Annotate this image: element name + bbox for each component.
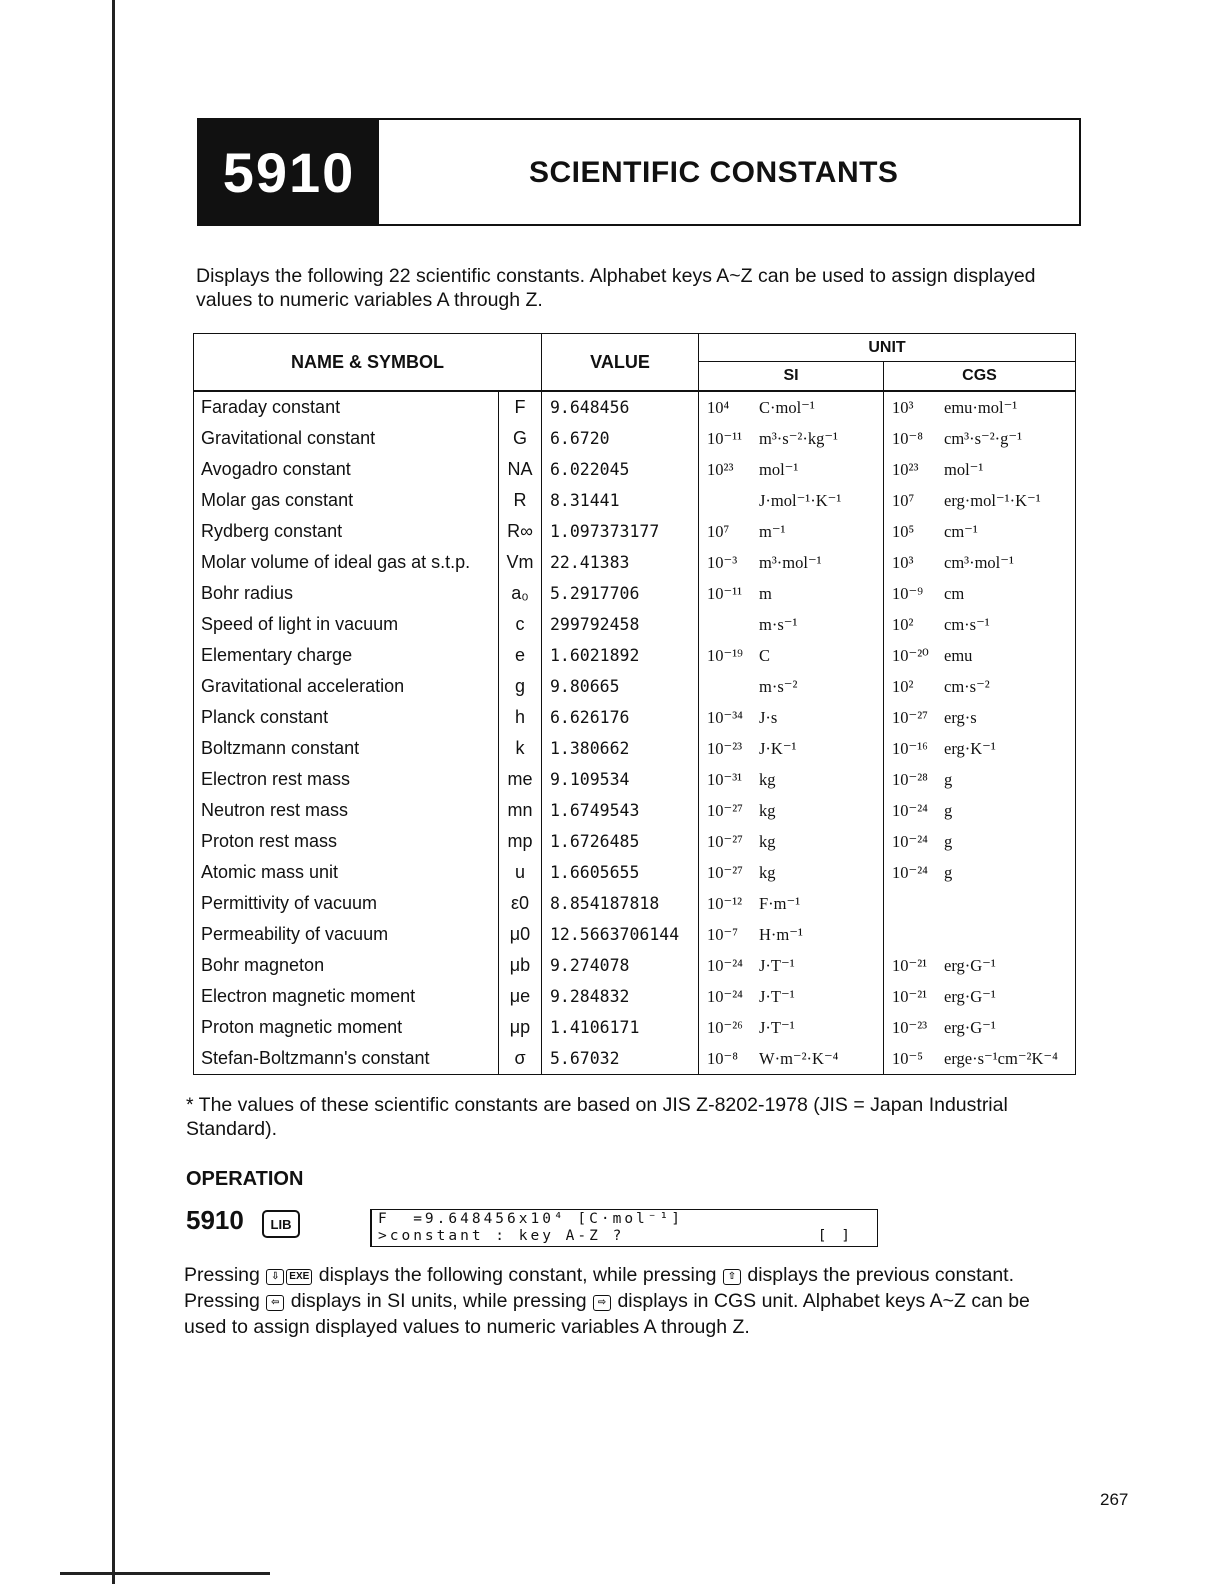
constant-value: 22.41383 [542,547,699,578]
description-text: displays in CGS unit. Alphabet keys A~Z can be used to assign displayed values to numeric variables A through Z. [184,1290,1030,1338]
constant-symbol: a₀ [499,578,542,609]
si-exponent: 10⁻¹² [707,893,743,913]
constant-symbol: μp [499,1012,542,1043]
constant-name: Proton magnetic moment [201,1017,403,1037]
si-unit: m⁻¹ [759,521,786,541]
table-row [194,702,1076,733]
constant-symbol: R∞ [499,516,542,547]
cgs-unit: cm³·s⁻²·g⁻¹ [944,428,1023,448]
constant-value: 6.022045 [542,454,699,485]
page-number: 267 [1100,1490,1129,1509]
table-row [194,981,1076,1012]
constant-symbol: NA [499,454,542,485]
constant-name: Molar volume of ideal gas at s.t.p. [201,552,471,572]
table-row [194,391,1076,423]
table-row [194,640,1076,671]
constant-value: 9.109534 [542,764,699,795]
constant-value: 1.6749543 [542,795,699,826]
cgs-unit: mol⁻¹ [944,459,984,479]
si-exponent: 10⁻³¹ [707,769,743,789]
constant-value: 9.648456 [542,391,699,423]
cgs-unit-cell [884,950,1076,981]
lib-key: LIB [262,1210,300,1238]
constant-value: 299792458 [542,609,699,640]
si-unit-cell [699,981,884,1012]
si-exponent: 10⁻²⁶ [707,1017,743,1037]
cgs-unit: erg·G⁻¹ [944,1017,996,1037]
constant-symbol: μ0 [499,919,542,950]
cgs-unit-cell [884,671,1076,702]
description-text: displays the following constant, while pressing [313,1264,722,1286]
si-exponent: 10⁷ [707,521,730,541]
constant-symbol: μb [499,950,542,981]
constant-value: 1.4106171 [542,1012,699,1043]
table-row [194,733,1076,764]
cgs-exponent: 10² [892,614,914,634]
cgs-unit-cell [884,888,1076,919]
constant-name: Electron rest mass [201,769,351,789]
cgs-unit-cell [884,702,1076,733]
cgs-unit: g [944,769,953,789]
constant-value: 6.626176 [542,702,699,733]
si-unit: J·T⁻¹ [759,955,795,975]
key-glyph-icon: ⇧ [723,1269,741,1285]
constant-symbol: σ [499,1043,542,1075]
si-unit-cell [699,733,884,764]
si-unit-cell [699,516,884,547]
constant-value: 6.6720 [542,423,699,454]
constant-value: 12.5663706144 [542,919,699,950]
cgs-exponent: 10⁻²¹ [892,955,928,975]
si-unit-cell [699,1012,884,1043]
si-unit-cell [699,919,884,950]
lcd-line-1: F =9.648456x10⁴ [C·mol⁻¹] [378,1211,683,1227]
col-header-value: VALUE [542,334,699,392]
cgs-exponent: 10⁷ [892,490,915,510]
cgs-unit: erg·K⁻¹ [944,738,996,758]
si-exponent: 10⁻²³ [707,738,743,758]
constant-value: 1.097373177 [542,516,699,547]
cgs-unit: g [944,800,953,820]
constant-symbol: G [499,423,542,454]
constant-name: Atomic mass unit [201,862,339,882]
si-unit-cell [699,1043,884,1075]
cgs-unit-cell [884,1012,1076,1043]
constant-name: Boltzmann constant [201,738,360,758]
si-unit-cell [699,702,884,733]
cgs-exponent: 10⁻⁵ [892,1048,923,1068]
si-unit-cell [699,609,884,640]
si-exponent: 10⁻⁷ [707,924,738,944]
cgs-exponent: 10⁻²⁴ [892,862,928,882]
si-unit: J·mol⁻¹·K⁻¹ [759,490,842,510]
table-row [194,888,1076,919]
si-unit-cell [699,454,884,485]
cgs-unit: g [944,831,953,851]
si-exponent: 10⁻²⁴ [707,955,743,975]
cgs-unit-cell [884,547,1076,578]
si-exponent: 10⁻²⁷ [707,800,743,820]
cgs-unit: emu [944,645,973,665]
cgs-unit: cm [944,583,965,603]
si-unit: m·s⁻² [759,676,798,696]
cgs-exponent: 10⁻⁹ [892,583,923,603]
si-exponent: 10⁻²⁷ [707,831,743,851]
si-unit: J·K⁻¹ [759,738,797,758]
constant-symbol: u [499,857,542,888]
cgs-exponent: 10⁻²⁴ [892,800,928,820]
cgs-exponent: 10⁻⁸ [892,428,923,448]
si-unit: C·mol⁻¹ [759,397,815,417]
si-unit: mol⁻¹ [759,459,799,479]
cgs-unit-cell [884,454,1076,485]
cgs-unit-cell [884,609,1076,640]
constant-name: Stefan-Boltzmann's constant [201,1048,430,1068]
si-exponent: 10⁻¹¹ [707,583,743,603]
cgs-unit: emu·mol⁻¹ [944,397,1018,417]
si-unit-cell [699,671,884,702]
si-exponent: 10⁻¹⁹ [707,645,743,665]
constant-value: 1.380662 [542,733,699,764]
constant-value: 1.6021892 [542,640,699,671]
cgs-unit-cell [884,1043,1076,1075]
constant-name: Proton rest mass [201,831,338,851]
cgs-unit-cell [884,516,1076,547]
si-unit: m³·mol⁻¹ [759,552,822,572]
si-unit-cell [699,826,884,857]
si-unit-cell [699,578,884,609]
table-row [194,609,1076,640]
col-header-unit: UNIT [699,334,1076,362]
constant-name: Permittivity of vacuum [201,893,378,913]
footnote: * The values of these scientific constants are based on JIS Z-8202-1978 (JIS = Japan Industrial Standard). [186,1094,1008,1140]
key-glyph-icon: ⇨ [593,1295,611,1311]
table-row [194,547,1076,578]
constant-symbol: mp [499,826,542,857]
cgs-unit-cell [884,795,1076,826]
si-unit-cell [699,888,884,919]
table-row [194,671,1076,702]
si-unit: J·T⁻¹ [759,1017,795,1037]
cgs-exponent: 10⁻²³ [892,1017,928,1037]
constant-symbol: e [499,640,542,671]
si-unit: m [759,583,772,603]
constant-value: 8.31441 [542,485,699,516]
cgs-unit-cell [884,733,1076,764]
cgs-unit-cell [884,981,1076,1012]
constant-value: 5.2917706 [542,578,699,609]
cgs-exponent: 10⁻¹⁶ [892,738,928,758]
constant-symbol: Vm [499,547,542,578]
key-glyph-icon: ⇩ [266,1269,284,1285]
si-unit-cell [699,857,884,888]
cgs-exponent: 10³ [892,397,914,417]
cgs-exponent: 10⁻²⁰ [892,645,929,665]
key-glyph-icon: EXE [286,1269,312,1285]
si-unit: H·m⁻¹ [759,924,803,944]
si-unit: J·s [759,707,778,727]
cgs-exponent: 10⁵ [892,521,915,541]
cgs-unit: cm³·mol⁻¹ [944,552,1014,572]
cgs-unit-cell [884,423,1076,454]
cgs-unit: cm·s⁻² [944,676,990,696]
si-exponent: 10⁻⁸ [707,1048,738,1068]
si-unit-cell [699,391,884,423]
lcd-line-2 [378,1228,871,1245]
operation-number: 5910 [186,1205,244,1235]
section-number: 5910 [199,120,379,224]
col-header-si: SI [699,362,884,392]
constant-symbol: me [499,764,542,795]
cgs-unit-cell [884,391,1076,423]
si-unit: m³·s⁻²·kg⁻¹ [759,428,839,448]
constant-name: Bohr radius [201,583,294,603]
si-exponent: 10⁴ [707,397,730,417]
si-unit-cell [699,640,884,671]
constant-name: Neutron rest mass [201,800,349,820]
si-unit: kg [759,800,776,820]
constant-symbol: c [499,609,542,640]
cgs-unit: cm·s⁻¹ [944,614,990,634]
constant-name: Avogadro constant [201,459,351,479]
table-row [194,764,1076,795]
si-unit: F·m⁻¹ [759,893,801,913]
table-row [194,857,1076,888]
operation-description [184,1262,1068,1340]
si-unit-cell [699,547,884,578]
cgs-exponent: 10³ [892,552,914,572]
constant-symbol: mn [499,795,542,826]
cgs-unit-cell [884,578,1076,609]
cgs-unit-cell [884,485,1076,516]
description-text: Pressing [184,1264,266,1286]
cgs-exponent: 10⁻²⁴ [892,831,928,851]
cgs-unit: g [944,862,953,882]
si-unit: m·s⁻¹ [759,614,798,634]
constant-name: Faraday constant [201,397,341,417]
description-text: displays in SI units, while pressing [285,1290,593,1312]
si-unit: W·m⁻²·K⁻⁴ [759,1048,839,1068]
operation-title: OPERATION [186,1168,304,1190]
si-unit: kg [759,862,776,882]
section-title: SCIENTIFIC CONSTANTS [529,156,899,189]
cgs-unit: erg·G⁻¹ [944,955,996,975]
cgs-unit-cell [884,640,1076,671]
cgs-exponent: 10⁻²⁷ [892,707,928,727]
constant-symbol: h [499,702,542,733]
constant-symbol: F [499,391,542,423]
table-row [194,826,1076,857]
cgs-exponent: 10⁻²⁸ [892,769,928,789]
cgs-exponent: 10⁻²¹ [892,986,928,1006]
constant-value: 1.6726485 [542,826,699,857]
cgs-unit: erg·G⁻¹ [944,986,996,1006]
description-text: displays the previous constant. Pressing [184,1264,1015,1312]
cgs-unit-cell [884,764,1076,795]
constant-name: Rydberg constant [201,521,343,541]
constants-table [193,333,1076,1075]
table-row [194,454,1076,485]
cgs-unit-cell [884,826,1076,857]
col-header-name: NAME & SYMBOL [194,334,542,392]
binding-edge [112,0,115,1584]
table-row [194,516,1076,547]
constant-value: 9.274078 [542,950,699,981]
si-unit-cell [699,485,884,516]
constant-name: Gravitational acceleration [201,676,405,696]
cgs-unit: erg·s [944,707,977,727]
si-exponent: 10⁻³ [707,552,738,572]
binding-edge-bottom [60,1572,270,1575]
section-header [197,118,1081,226]
cgs-unit-cell [884,857,1076,888]
cgs-unit-cell [884,919,1076,950]
intro-text: Displays the following 22 scientific constants. Alphabet keys A~Z can be used to assign displayed values to numeric variables A through Z. [196,265,1036,311]
constant-symbol: ε0 [499,888,542,919]
cgs-unit: erge·s⁻¹cm⁻²K⁻⁴ [944,1048,1058,1068]
lcd-prompt: >constant : key A-Z ? [378,1228,625,1244]
si-exponent: 10²³ [707,459,734,479]
table-row [194,795,1076,826]
constant-name: Elementary charge [201,645,353,665]
si-exponent: 10⁻²⁷ [707,862,743,882]
si-unit-cell [699,795,884,826]
table-row [194,919,1076,950]
table-row [194,485,1076,516]
table-row [194,1043,1076,1075]
si-exponent: 10⁻¹¹ [707,428,743,448]
constant-name: Electron magnetic moment [201,986,416,1006]
constant-name: Permeability of vacuum [201,924,389,944]
constant-name: Molar gas constant [201,490,354,510]
constant-value: 9.284832 [542,981,699,1012]
si-unit: kg [759,831,776,851]
si-unit-cell [699,423,884,454]
table-row [194,950,1076,981]
constant-symbol: g [499,671,542,702]
key-glyph-icon: ⇦ [266,1295,284,1311]
table-row [194,578,1076,609]
constant-value: 5.67032 [542,1043,699,1075]
constant-name: Bohr magneton [201,955,325,975]
cgs-unit: cm⁻¹ [944,521,978,541]
lcd-display [370,1209,878,1247]
constant-symbol: μe [499,981,542,1012]
si-unit-cell [699,950,884,981]
cgs-unit: erg·mol⁻¹·K⁻¹ [944,490,1041,510]
cgs-exponent: 10² [892,676,914,696]
constant-value: 1.6605655 [542,857,699,888]
si-exponent: 10⁻²⁴ [707,986,743,1006]
si-unit: kg [759,769,776,789]
constant-symbol: k [499,733,542,764]
table-row [194,423,1076,454]
si-unit: C [759,645,771,665]
table-row [194,1012,1076,1043]
si-unit-cell [699,764,884,795]
cgs-exponent: 10²³ [892,459,919,479]
constant-value: 8.854187818 [542,888,699,919]
constant-symbol: R [499,485,542,516]
col-header-cgs: CGS [884,362,1076,392]
constant-name: Gravitational constant [201,428,376,448]
si-exponent: 10⁻³⁴ [707,707,743,727]
lcd-cursor: [ ] [817,1228,853,1244]
constant-value: 9.80665 [542,671,699,702]
constant-name: Planck constant [201,707,329,727]
constant-name: Speed of light in vacuum [201,614,399,634]
si-unit: J·T⁻¹ [759,986,795,1006]
